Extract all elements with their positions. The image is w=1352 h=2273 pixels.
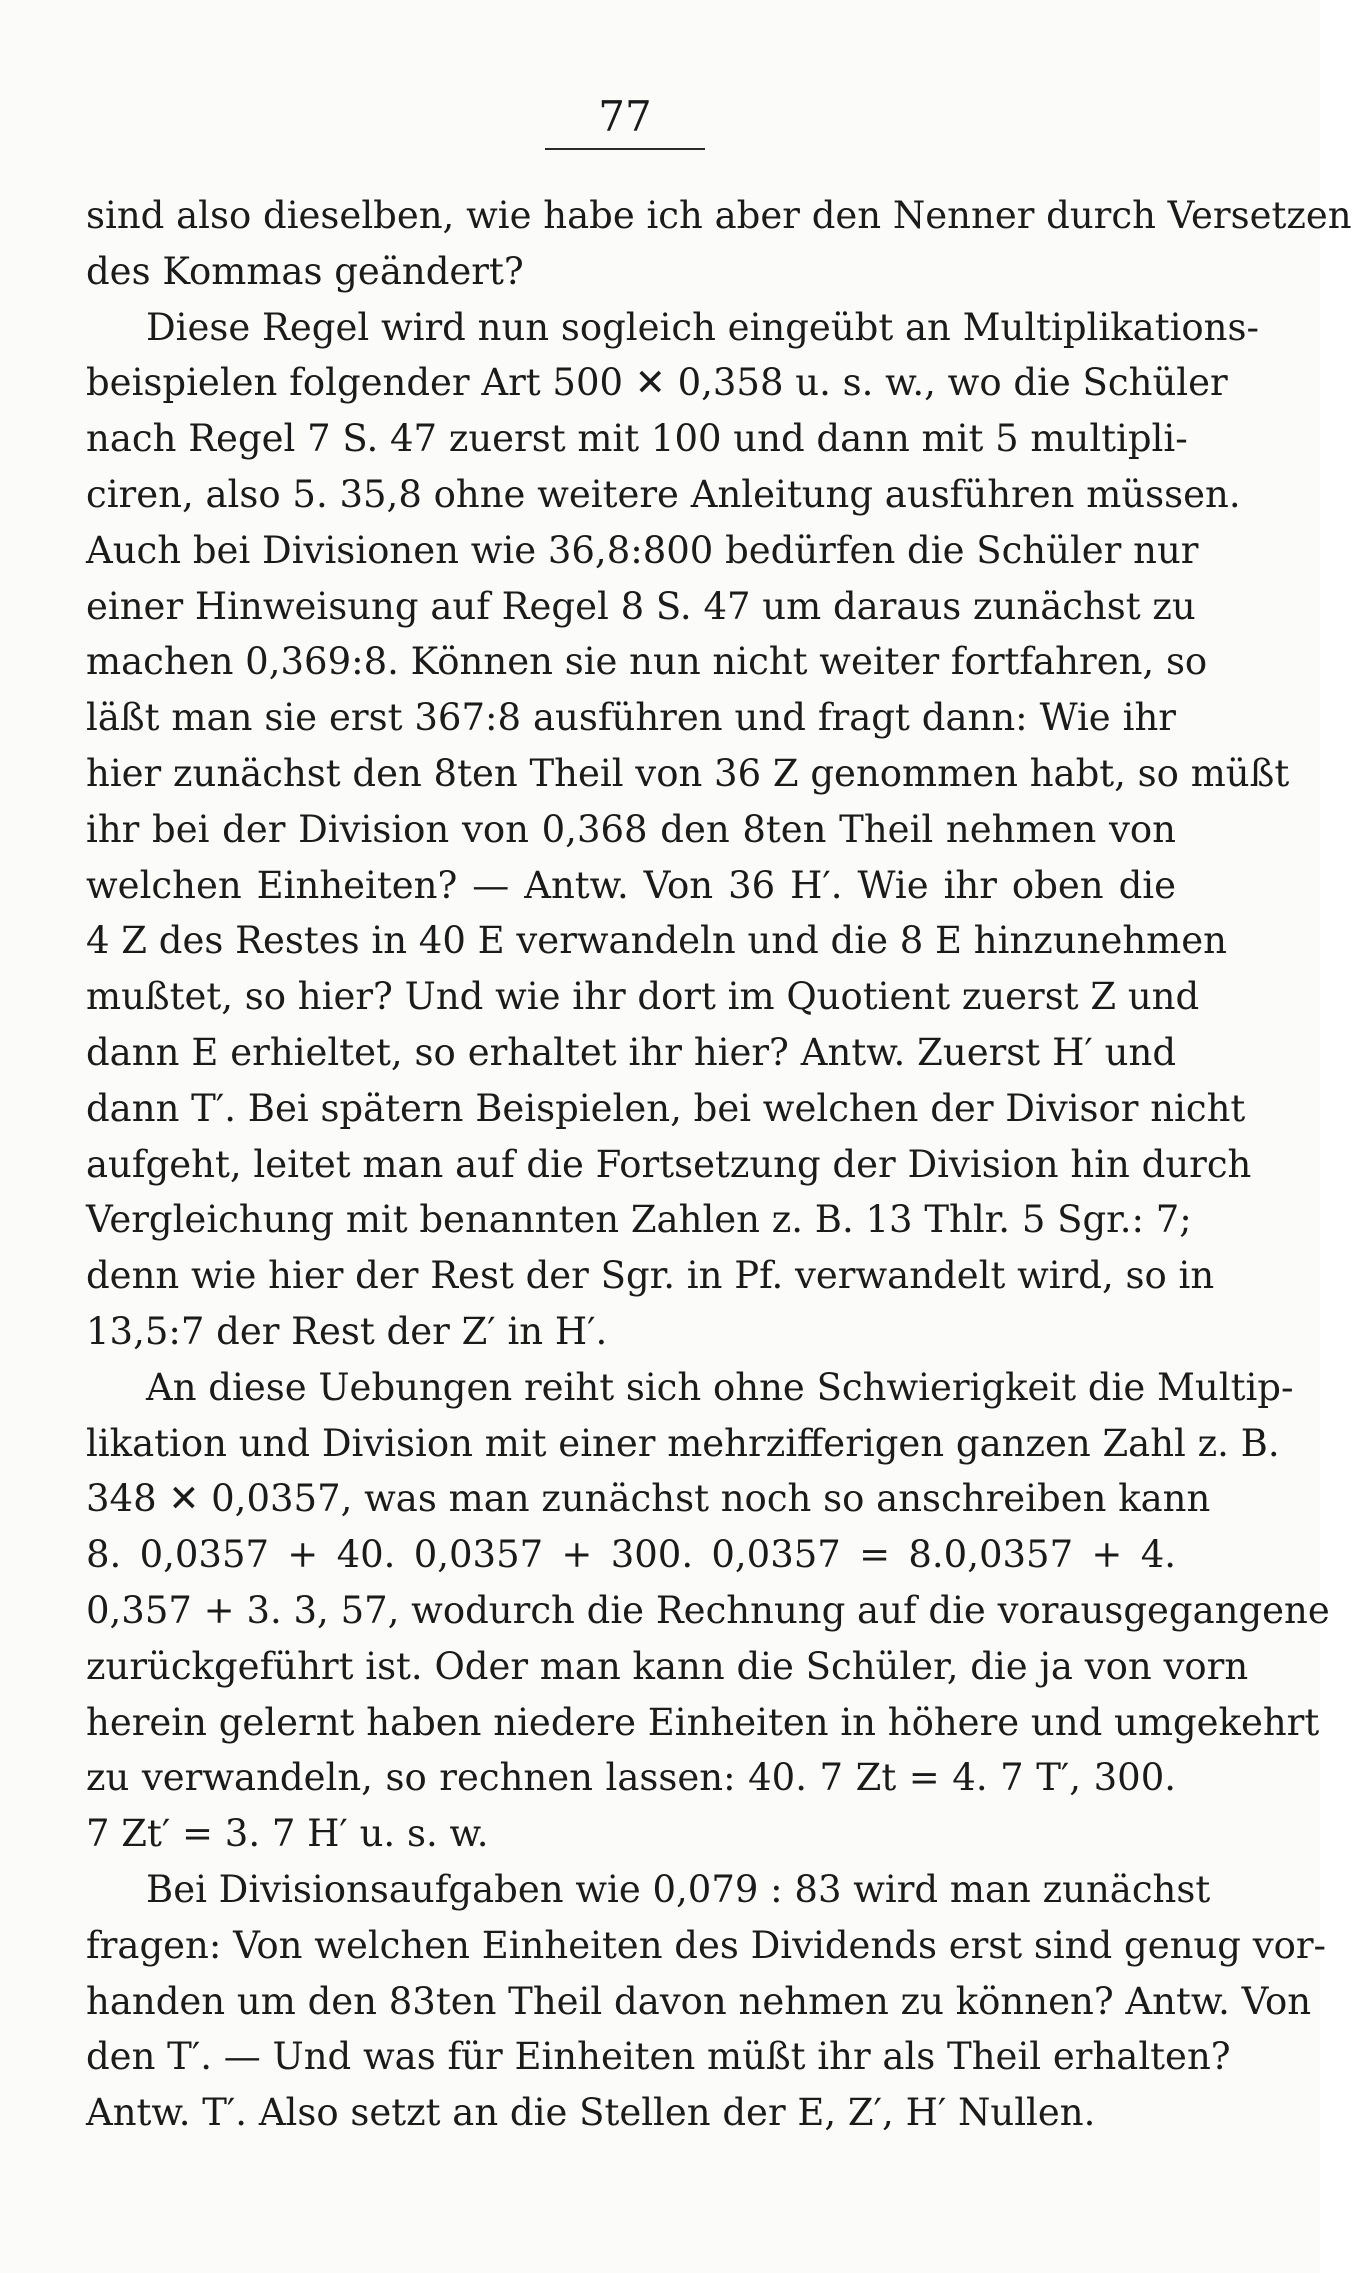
text-line: denn wie hier der Rest der Sgr. in Pf. verwandelt wird, so in xyxy=(86,1254,1215,1298)
text-line: dann E erhieltet, so erhaltet ihr hier? Antw. Zuerst H′ und xyxy=(86,1030,1176,1074)
text-line: ciren, also 5. 35,8 ohne weitere Anleitung ausführen müssen. xyxy=(86,472,1241,516)
text-line: Auch bei Divisionen wie 36,8:800 bedürfen die Schüler nur xyxy=(86,528,1199,572)
text-line: welchen Einheiten? — Antw. Von 36 H′. Wie ihr oben die xyxy=(86,863,1176,907)
text-line: Diese Regel wird nun sogleich eingeübt an Multiplikations- xyxy=(146,305,1259,349)
text-line: Antw. T′. Also setzt an die Stellen der E, Z′, H′ Nullen. xyxy=(86,2091,1096,2135)
text-line: den T′. — Und was für Einheiten müßt ihr als Theil erhalten? xyxy=(86,2035,1231,2079)
text-line: läßt man sie erst 367:8 ausführen und fragt dann: Wie ihr xyxy=(86,696,1176,740)
text-line: Bei Divisionsaufgaben wie 0,079 : 83 wird man zunächst xyxy=(146,1867,1211,1911)
text-line: fragen: Von welchen Einheiten des Dividends erst sind genug vor- xyxy=(86,1923,1327,1967)
text-line: 4 Z des Restes in 40 E verwandeln und die 8 E hinzunehmen xyxy=(86,919,1227,963)
text-line: mußtet, so hier? Und wie ihr dort im Quotient zuerst Z und xyxy=(86,975,1200,1019)
text-line: Vergleichung mit benannten Zahlen z. B. 13 Thlr. 5 Sgr.: 7; xyxy=(86,1198,1192,1242)
text-line: hier zunächst den 8ten Theil von 36 Z genommen habt, so müßt xyxy=(86,751,1290,795)
text-line: herein gelernt haben niedere Einheiten in höhere und umgekehrt xyxy=(86,1700,1320,1744)
text-line: 8. 0,0357 + 40. 0,0357 + 300. 0,0357 = 8.0,0357 + 4. xyxy=(86,1533,1176,1577)
text-line: dann T′. Bei spätern Beispielen, bei welchen der Divisor nicht xyxy=(86,1086,1246,1130)
text-line: likation und Division mit einer mehrzifferigen ganzen Zahl z. B. xyxy=(86,1421,1280,1465)
text-line: An diese Uebungen reiht sich ohne Schwierigkeit die Multip- xyxy=(146,1365,1294,1409)
text-line: beispielen folgender Art 500 ✕ 0,358 u. s. w., wo die Schüler xyxy=(86,361,1228,405)
text-line: zu verwandeln, so rechnen lassen: 40. 7 Zt = 4. 7 T′, 300. xyxy=(86,1756,1176,1800)
text-line: des Kommas geändert? xyxy=(86,249,524,293)
text-line: 13,5:7 der Rest der Z′ in H′. xyxy=(86,1309,608,1353)
text-line: ihr bei der Division von 0,368 den 8ten Theil nehmen von xyxy=(86,807,1176,851)
text-line: 348 ✕ 0,0357, was man zunächst noch so anschreiben kann xyxy=(86,1477,1211,1521)
text-line: 7 Zt′ = 3. 7 H′ u. s. w. xyxy=(86,1812,489,1856)
page-number: 77 xyxy=(598,92,652,141)
text-line: sind also dieselben, wie habe ich aber den Nenner durch Versetzen xyxy=(86,194,1352,237)
text-line: zurückgeführt ist. Oder man kann die Schüler, die ja von vorn xyxy=(86,1644,1249,1688)
body-text xyxy=(86,188,1352,2141)
text-line: 0,357 + 3. 3, 57, wodurch die Rechnung auf die vorausgegangene xyxy=(86,1588,1330,1632)
header-rule xyxy=(545,148,705,150)
text-line: einer Hinweisung auf Regel 8 S. 47 um daraus zunächst zu xyxy=(86,584,1196,628)
text-line: machen 0,369:8. Können sie nun nicht weiter fortfahren, so xyxy=(86,640,1208,684)
text-line: aufgeht, leitet man auf die Fortsetzung der Division hin durch xyxy=(86,1142,1252,1186)
text-line: nach Regel 7 S. 47 zuerst mit 100 und dann mit 5 multipli- xyxy=(86,417,1188,461)
text-line: handen um den 83ten Theil davon nehmen zu können? Antw. Von xyxy=(86,1979,1312,2023)
